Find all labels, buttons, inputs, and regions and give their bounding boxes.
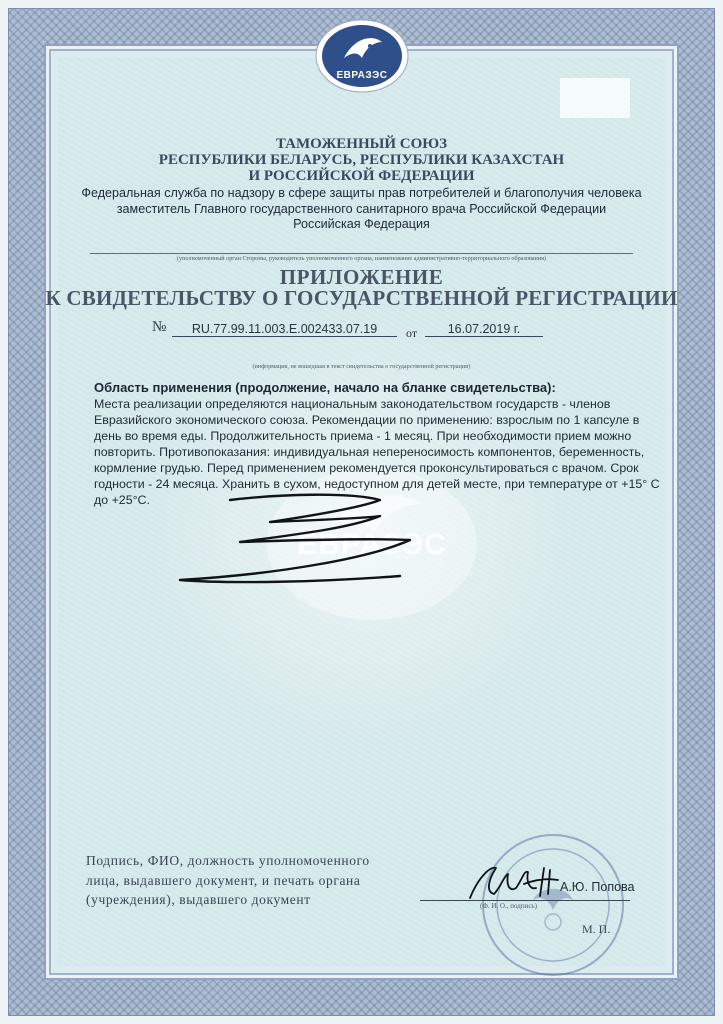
body-line-3: день во время еды. Продолжительность приема - 1 месяц. При необходимости прием можно [94, 429, 632, 443]
eurasec-emblem [308, 18, 416, 100]
strike-signature [170, 488, 440, 598]
signer-name: А.Ю. Попова [560, 880, 635, 894]
body-line-1: Места реализации определяются национальным законодательством государств - членов [94, 397, 611, 411]
page-title: ПРИЛОЖЕНИЕ [279, 265, 444, 289]
seal-place-label: М. П. [582, 922, 611, 936]
authority-line-3: Российская Федерация [293, 217, 430, 231]
footer-line-3: (учреждения), выдавшего документ [86, 892, 311, 907]
header-line-2: РЕСПУБЛИКИ БЕЛАРУСЬ, РЕСПУБЛИКИ КАЗАХСТАН [158, 152, 565, 168]
eurasec-emblem-icon [308, 18, 416, 100]
footer-line-1: Подпись, ФИО, должность уполномоченного [86, 853, 370, 868]
authority-line-2: заместитель Главного государственного санитарного врача Российской Федерации [116, 202, 607, 216]
signature-caption: (Ф. И. О., подпись) [480, 902, 537, 910]
application-area-heading: Область применения (продолжение, начало на бланке свидетельства): [94, 380, 556, 395]
body-line-4: повторить. Противопоказания: индивидуальная непереносимость компонентов, беременность, [94, 445, 645, 459]
info-hint: (информация, не вошедшая в текст свидетельства о государственной регистрации) [252, 363, 471, 370]
authority-hint: (уполномоченный орган Стороны, руководитель уполномоченного органа, наименование административно-территориального образования) [90, 253, 633, 262]
authority-line-1: Федеральная служба по надзору в сфере защиты прав потребителей и благополучия человека [81, 186, 642, 200]
footer-line-2: лица, выдавшего документ, и печать органа [86, 873, 361, 888]
date-label: от [406, 326, 418, 340]
header-line-1: ТАМОЖЕННЫЙ СОЮЗ [275, 136, 448, 152]
emblem-label: ЕВРАЗЭС [336, 70, 388, 81]
header-line-3: И РОССИЙСКОЙ ФЕДЕРАЦИИ [248, 168, 475, 184]
signature-line [420, 900, 630, 901]
number-label: № [152, 319, 167, 335]
registration-number: RU.77.99.11.003.E.002433.07.19 [172, 322, 397, 337]
handwritten-signature [464, 858, 564, 904]
body-line-6: годности - 24 месяца. Хранить в сухом, недоступном для детей месте, при температуре от +15° С [94, 477, 660, 491]
corner-patch [560, 78, 630, 118]
body-line-7: до +25°С. [94, 493, 150, 507]
watermark-label: ЕВРАЗЭС [297, 528, 447, 561]
body-line-2: Евразийского экономического союза. Рекомендации по применению: взрослым по 1 капсуле в [94, 413, 640, 427]
body-line-5: кормление грудью. Перед применением рекомендуется проконсультироваться с врачом. Срок [94, 461, 639, 475]
registration-date: 16.07.2019 г. [425, 322, 543, 337]
page-subtitle: К СВИДЕТЕЛЬСТВУ О ГОСУДАРСТВЕННОЙ РЕГИСТРАЦИИ [45, 286, 678, 310]
